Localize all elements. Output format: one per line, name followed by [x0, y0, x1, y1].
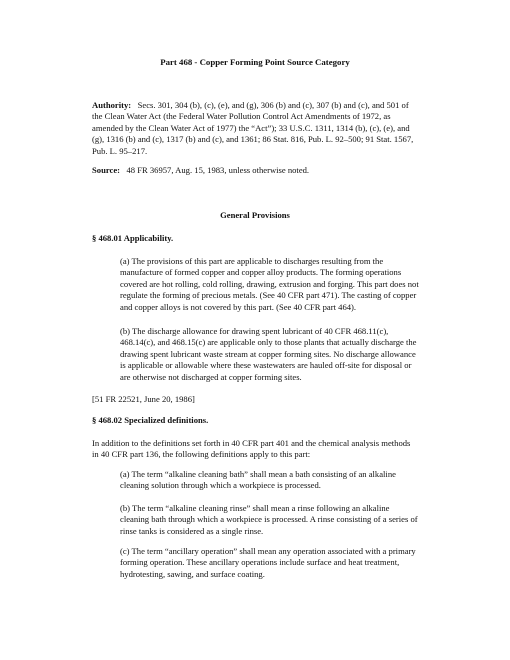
section-468-01-heading: § 468.01 Applicability. [92, 233, 174, 243]
section-468-01-para-a: (a) The provisions of this part are applicable to discharges resulting from the manufacture of formed copper and copper alloy products. The forming operations covered are hot rolling, cold rolling, drawing, extrusion and forging. This part does not regulate the forming of precious metals. (See 40 CFR part 471). The casting of copper and copper alloys is not covered by this part. (See 40 CFR part 464). [120, 256, 419, 312]
source-paragraph [92, 165, 418, 176]
authority-text: Secs. 301, 304 (b), (c), (e), and (g), 306 (b) and (c), 307 (b) and (c), and 501 of the Clean Water Act (the Federal Water Pollution Control Act Amendments of 1972, as amended by the Clean Water Act of 1977) the “Act”); 33 U.S.C. 1311, 1314 (b), (c), (e), and (g), 1316 (b) and (c), 1317 (b) and (c), and 1361; 86 Stat. 816, Pub. L. 92–500; 91 Stat. 1567, Pub. L. 95–217. [92, 100, 414, 156]
section-468-01-para-b: (b) The discharge allowance for drawing spent lubricant of 40 CFR 468.11(c), 468.14(c), and 468.15(c) are applicable only to those plants that actually discharge the drawing spent lubricant waste stream at copper forming sites. No discharge allowance is applicable or allowable where these wastewaters are hauled off-site for disposal or are otherwise not discharged at copper forming sites. [120, 326, 417, 382]
section-468-02-def-b: (b) The term “alkaline cleaning rinse” shall mean a rinse following an alkaline cleaning bath through which a workpiece is processed. A rinse consisting of a series of rinse tanks is considered as a single rinse. [120, 503, 418, 536]
section-468-01-citation: [51 FR 22521, June 20, 1986] [92, 394, 195, 404]
section-468-02-intro: In addition to the definitions set forth in 40 CFR part 401 and the chemical analysis methods in 40 CFR part 136, the following definitions apply to this part: [92, 438, 411, 460]
section-468-02-heading: § 468.02 Specialized definitions. [92, 415, 209, 425]
general-provisions-heading: General Provisions [220, 210, 290, 220]
source-text: 48 FR 36957, Aug. 15, 1983, unless otherwise noted. [126, 165, 310, 175]
section-468-02-def-c: (c) The term “ancillary operation” shall mean any operation associated with a primary forming operation. These ancillary operations include surface and heat treatment, hydrotesting, sawing, and surface coating. [120, 546, 416, 579]
source-label: Source: [92, 165, 121, 175]
authority-label: Authority: [92, 100, 132, 110]
document-title: Part 468 - Copper Forming Point Source Category [160, 57, 350, 67]
section-468-02-def-a: (a) The term “alkaline cleaning bath” shall mean a bath consisting of an alkaline cleaning solution through which a workpiece is processed. [120, 469, 396, 491]
authority-paragraph [92, 100, 418, 157]
